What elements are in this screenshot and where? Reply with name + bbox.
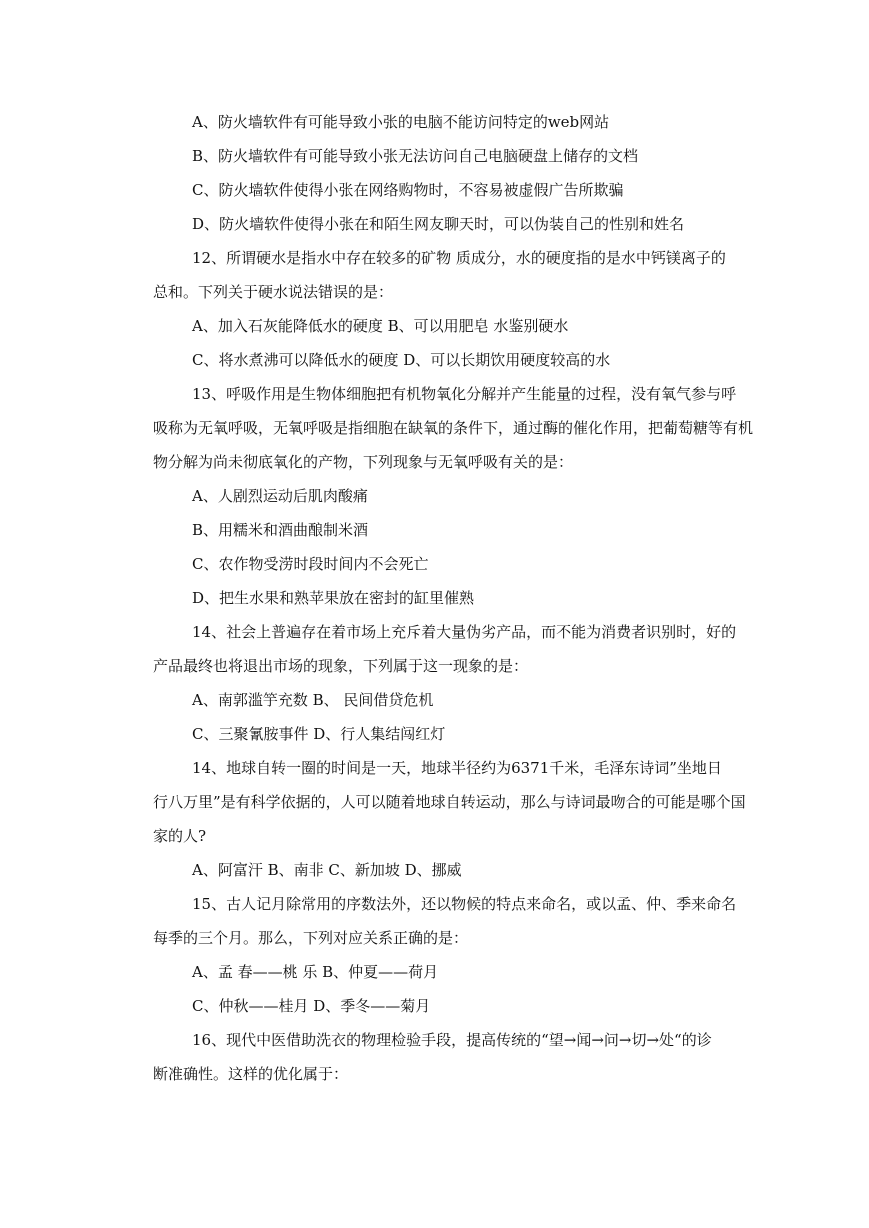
question-line: 13、呼吸作用是生物体细胞把有机物氧化分解并产生能量的过程，没有氧气参与呼 <box>192 385 737 403</box>
question-line: 14、社会上普遍存在着市场上充斥着大量伪劣产品，而不能为消费者识别时，好的 <box>192 623 737 641</box>
question-line: 14、地球自转一圈的时间是一天，地球半径约为6371千米，毛泽东诗词”坐地日 <box>192 759 722 777</box>
question-line: 15、古人记月除常用的序数法外，还以物候的特点来命名，或以孟、仲、季来命名 <box>192 895 737 913</box>
option-line: C、三聚氰胺事件 D、行人集结闯红灯 <box>192 725 446 743</box>
option-line: C、将水煮沸可以降低水的硬度 D、可以长期饮用硬度较高的水 <box>192 351 611 369</box>
option-line: C、仲秋——桂月 D、季冬——菊月 <box>192 997 431 1015</box>
question-line: 家的人? <box>153 827 207 845</box>
option-line: C、防火墙软件使得小张在网络购物时，不容易被虚假广告所欺骗 <box>192 181 624 199</box>
option-line: A、人剧烈运动后肌肉酸痛 <box>192 487 368 505</box>
question-line: 行八万里”是有科学依据的，人可以随着地球自转运动，那么与诗词最吻合的可能是哪个国 <box>153 793 746 811</box>
option-line: A、防火墙软件有可能导致小张的电脑不能访问特定的web网站 <box>192 113 610 131</box>
question-line: 12、所谓硬水是指水中存在较多的矿物 质成分，水的硬度指的是水中钙镁离子的 <box>192 249 726 267</box>
question-line: 断准确性。这样的优化属于： <box>153 1065 349 1083</box>
question-line: 吸称为无氧呼吸，无氧呼吸是指细胞在缺氧的条件下，通过酶的催化作用，把葡萄糖等有机 <box>153 419 754 437</box>
option-line: A、阿富汗 B、南非 C、新加坡 D、挪威 <box>192 861 462 879</box>
question-line: 每季的三个月。那么，下列对应关系正确的是： <box>153 929 469 947</box>
option-line: A、孟 春——桃 乐 B、仲夏——荷月 <box>192 963 439 981</box>
option-line: A、加入石灰能降低水的硬度 B、可以用肥皂 水鉴别硬水 <box>192 317 569 335</box>
question-line: 总和。下列关于硬水说法错误的是： <box>153 283 394 301</box>
option-line: D、防火墙软件使得小张在和陌生网友聊天时，可以伪装自己的性别和姓名 <box>192 215 685 233</box>
option-line: D、把生水果和熟苹果放在密封的缸里催熟 <box>192 589 475 607</box>
option-line: A、南郭滥竽充数 B、 民间借贷危机 <box>192 691 434 709</box>
option-line: B、用糯米和酒曲酿制米酒 <box>192 521 369 539</box>
option-line: B、防火墙软件有可能导致小张无法访问自己电脑硬盘上储存的文档 <box>192 147 639 165</box>
question-line: 物分解为尚未彻底氧化的产物，下列现象与无氧呼吸有关的是： <box>153 453 574 471</box>
question-line: 16、现代中医借助洗衣的物理检验手段，提高传统的“望→闻→问→切→处“的诊 <box>192 1031 712 1049</box>
question-line: 产品最终也将退出市场的现象，下列属于这一现象的是： <box>153 657 529 675</box>
option-line: C、农作物受涝时段时间内不会死亡 <box>192 555 429 573</box>
